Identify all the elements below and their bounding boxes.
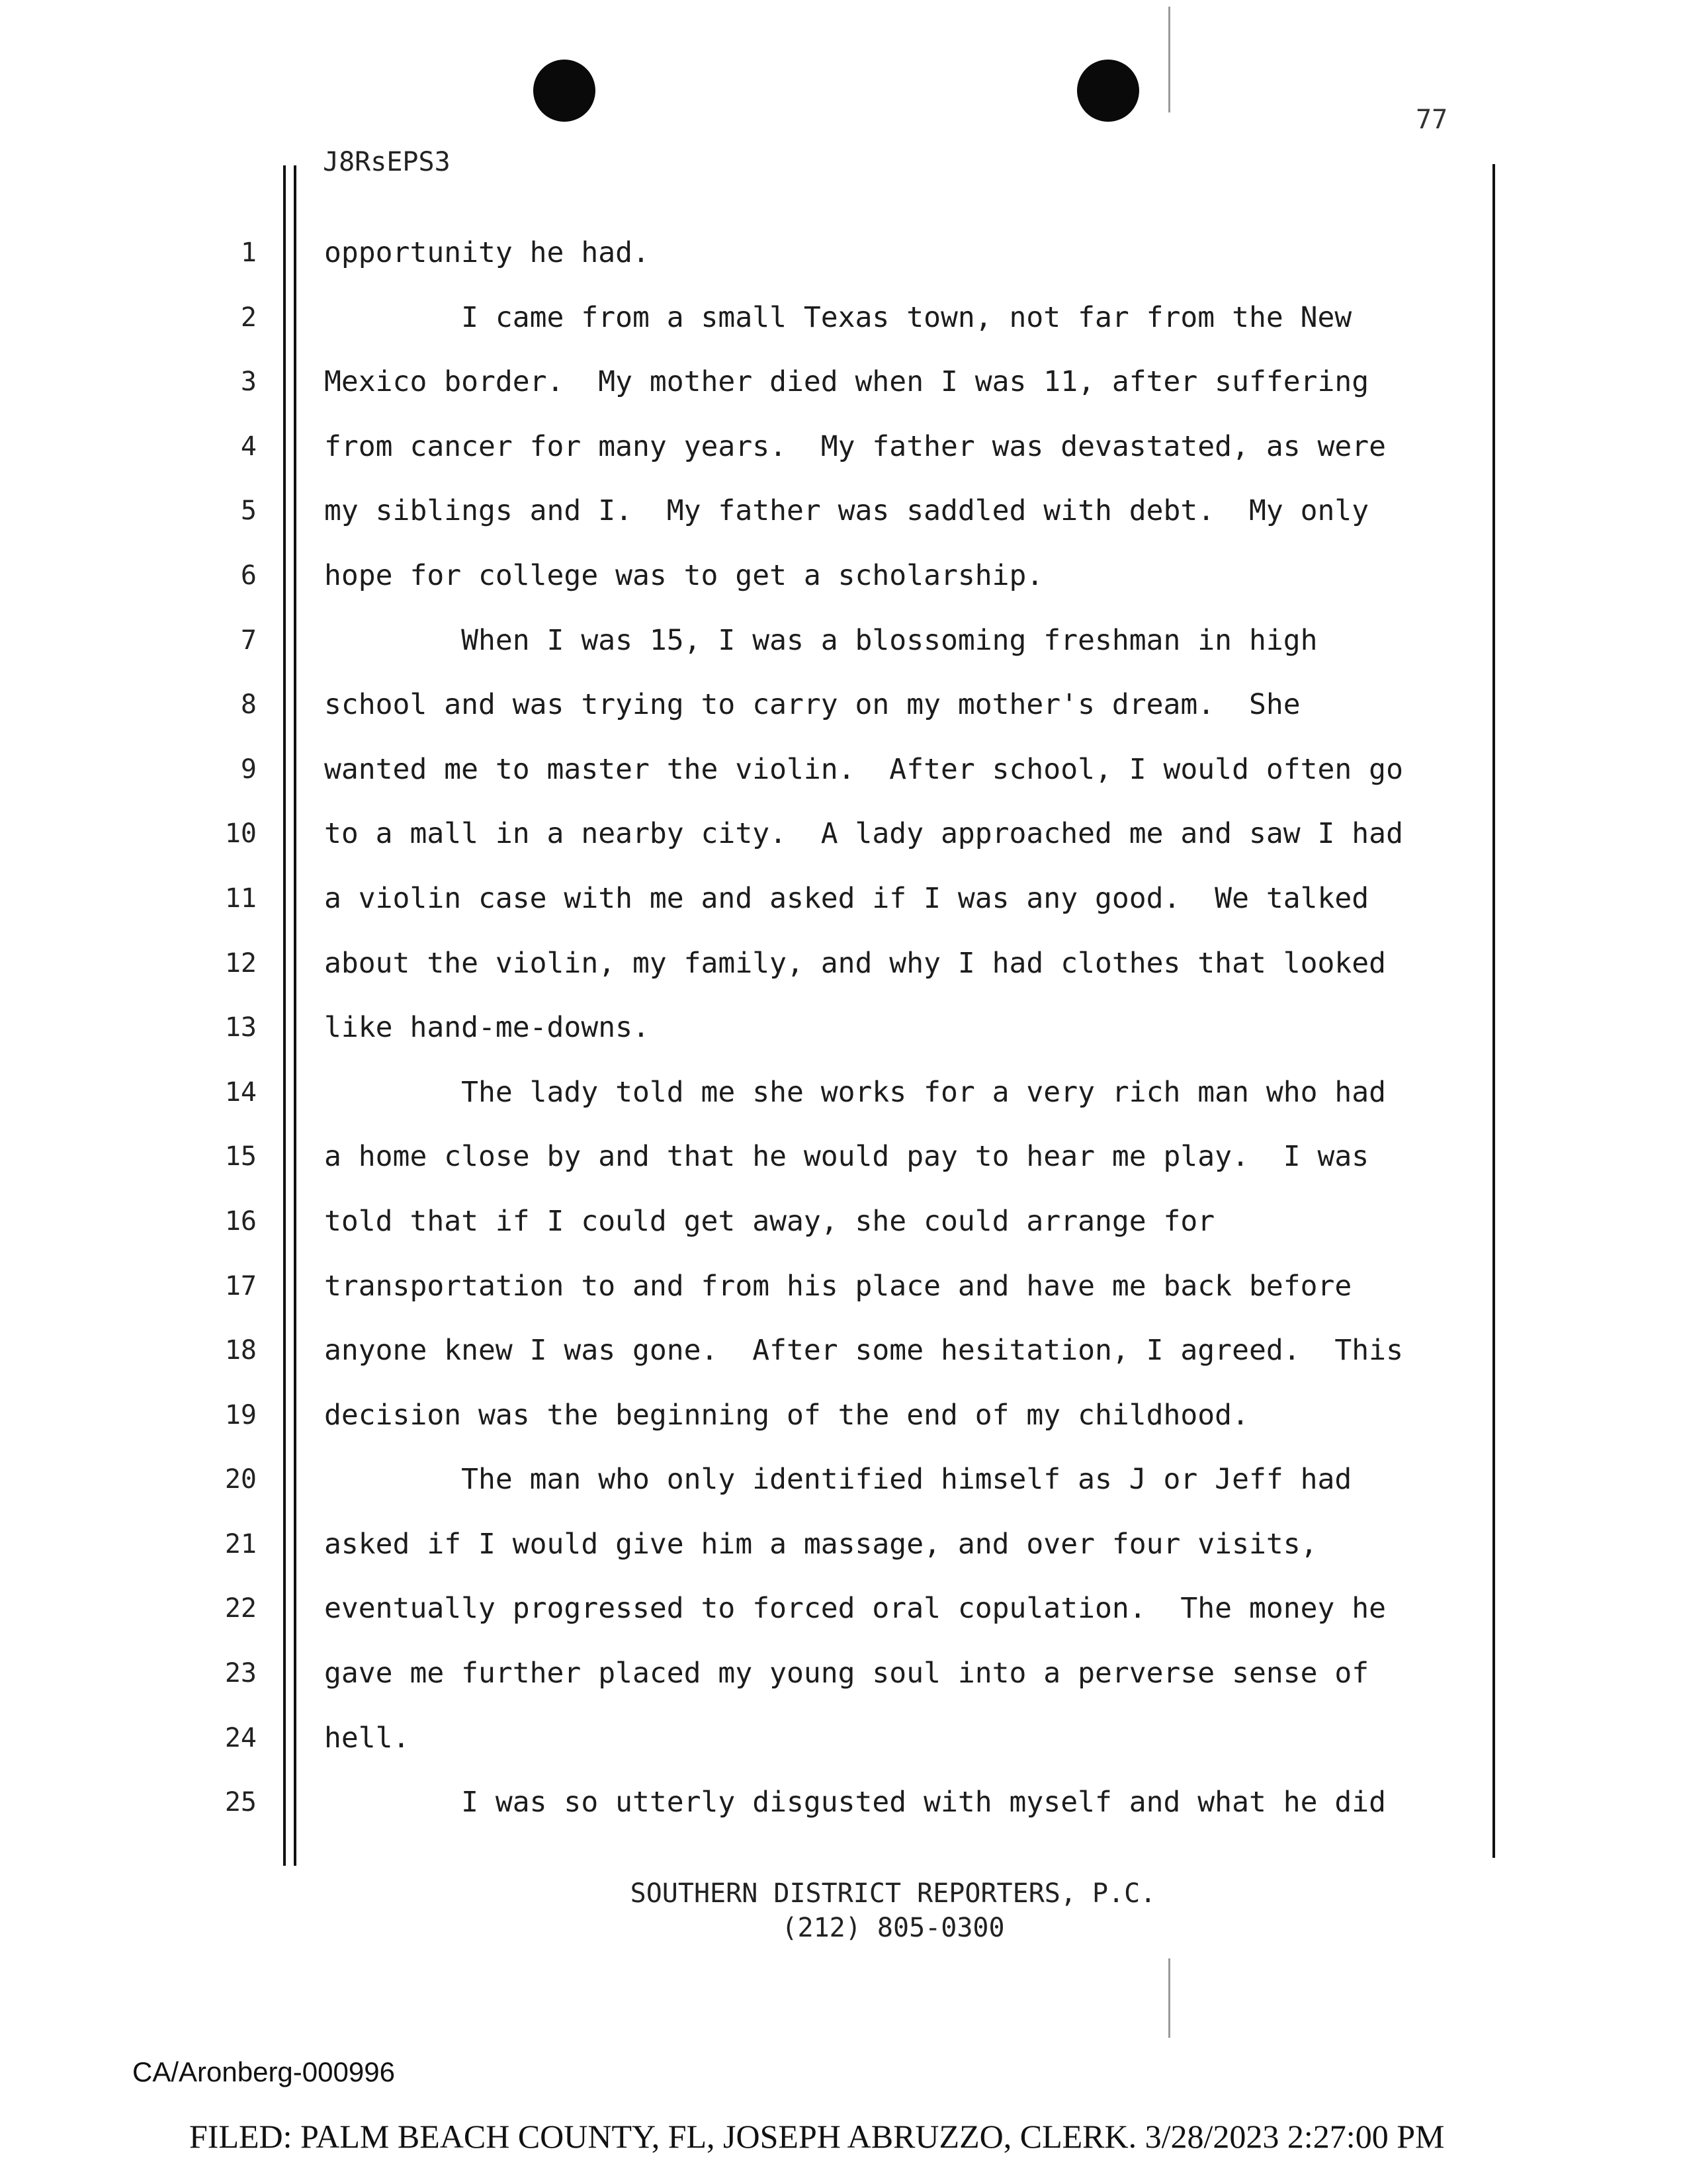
transcript-line: gave me further placed my young soul into a perverse sense of [324, 1657, 1369, 1690]
line-number: 2 [240, 302, 257, 333]
line-number: 24 [224, 1722, 257, 1753]
punch-hole-right [1077, 60, 1139, 122]
right-margin-rule [1492, 164, 1495, 1858]
transcript-line: a violin case with me and asked if I was any good. We talked [324, 881, 1369, 915]
line-number: 19 [224, 1399, 257, 1430]
header-code: J8RsEPS3 [323, 147, 451, 177]
line-number: 11 [224, 883, 257, 914]
transcript-line: eventually progressed to forced oral copulation. The money he [324, 1592, 1387, 1626]
line-number: 5 [240, 496, 257, 527]
line-number: 4 [240, 431, 257, 462]
transcript-line: The man who only identified himself as J or Jeff had [324, 1463, 1352, 1497]
line-number: 14 [224, 1076, 257, 1108]
transcript-line: I was so utterly disgusted with myself and what he did [324, 1786, 1387, 1819]
line-number: 16 [224, 1205, 257, 1237]
transcript-line: hope for college was to get a scholarship. [324, 558, 1044, 592]
transcript-line: I came from a small Texas town, not far from the New [324, 300, 1352, 334]
left-margin-rule-inner [294, 165, 296, 1866]
line-number: 22 [224, 1593, 257, 1624]
transcript-line: school and was trying to carry on my mother's dream. She [324, 688, 1301, 722]
transcript-line: decision was the beginning of the end of my childhood. [324, 1398, 1249, 1432]
transcript-body [324, 234, 1489, 1849]
line-number: 23 [224, 1658, 257, 1689]
line-number: 1 [240, 238, 257, 268]
line-number: 13 [224, 1012, 257, 1043]
scan-mark-bottom [1168, 1958, 1170, 2038]
transcript-line: like hand-me-downs. [324, 1011, 650, 1045]
reporter-footer [582, 1876, 1204, 1945]
line-number: 25 [224, 1787, 257, 1818]
reporter-phone: (212) 805-0300 [781, 1913, 1005, 1943]
transcript-line: a home close by and that he would pay to hear me play. I was [324, 1140, 1369, 1174]
transcript-line: hell. [324, 1721, 410, 1755]
transcript-line: my siblings and I. My father was saddled with debt. My only [324, 494, 1369, 528]
line-number: 20 [224, 1464, 257, 1495]
left-margin-rule [283, 165, 286, 1866]
line-number: 6 [240, 560, 257, 591]
transcript-line: to a mall in a nearby city. A lady approached me and saw I had [324, 817, 1403, 851]
page-number: 77 [1416, 105, 1448, 135]
punch-hole-left [533, 60, 595, 122]
scan-mark-top [1168, 7, 1170, 112]
line-number: 21 [224, 1528, 257, 1559]
transcript-line: The lady told me she works for a very rich man who had [324, 1075, 1387, 1109]
line-number: 18 [224, 1335, 257, 1366]
line-number: 8 [240, 689, 257, 721]
transcript-line: When I was 15, I was a blossoming freshman in high [324, 623, 1318, 657]
line-number: 3 [240, 367, 257, 398]
line-number: 17 [224, 1270, 257, 1301]
bates-number: CA/Aronberg-000996 [132, 2056, 395, 2087]
transcript-line: anyone knew I was gone. After some hesitation, I agreed. This [324, 1334, 1403, 1368]
filed-stamp: FILED: PALM BEACH COUNTY, FL, JOSEPH ABRUZZO, CLERK. 3/28/2023 2:27:00 PM [189, 2118, 1445, 2155]
line-number: 9 [240, 754, 257, 785]
line-number: 7 [240, 625, 257, 656]
line-number-column [198, 234, 257, 1849]
line-number: 12 [224, 947, 257, 979]
transcript-line: Mexico border. My mother died when I was 11, after suffering [324, 365, 1369, 399]
line-number: 15 [224, 1141, 257, 1172]
transcript-line: asked if I would give him a massage, and over four visits, [324, 1527, 1318, 1561]
transcript-line: about the violin, my family, and why I had clothes that looked [324, 946, 1387, 980]
transcript-line: from cancer for many years. My father was devastated, as were [324, 429, 1387, 463]
transcript-line: opportunity he had. [324, 236, 650, 269]
reporter-name: SOUTHERN DISTRICT REPORTERS, P.C. [630, 1878, 1156, 1909]
transcript-line: transportation to and from his place and have me back before [324, 1269, 1352, 1303]
transcript-line: wanted me to master the violin. After school, I would often go [324, 752, 1403, 786]
transcript-line: told that if I could get away, she could arrange for [324, 1204, 1215, 1238]
line-number: 10 [224, 818, 257, 850]
